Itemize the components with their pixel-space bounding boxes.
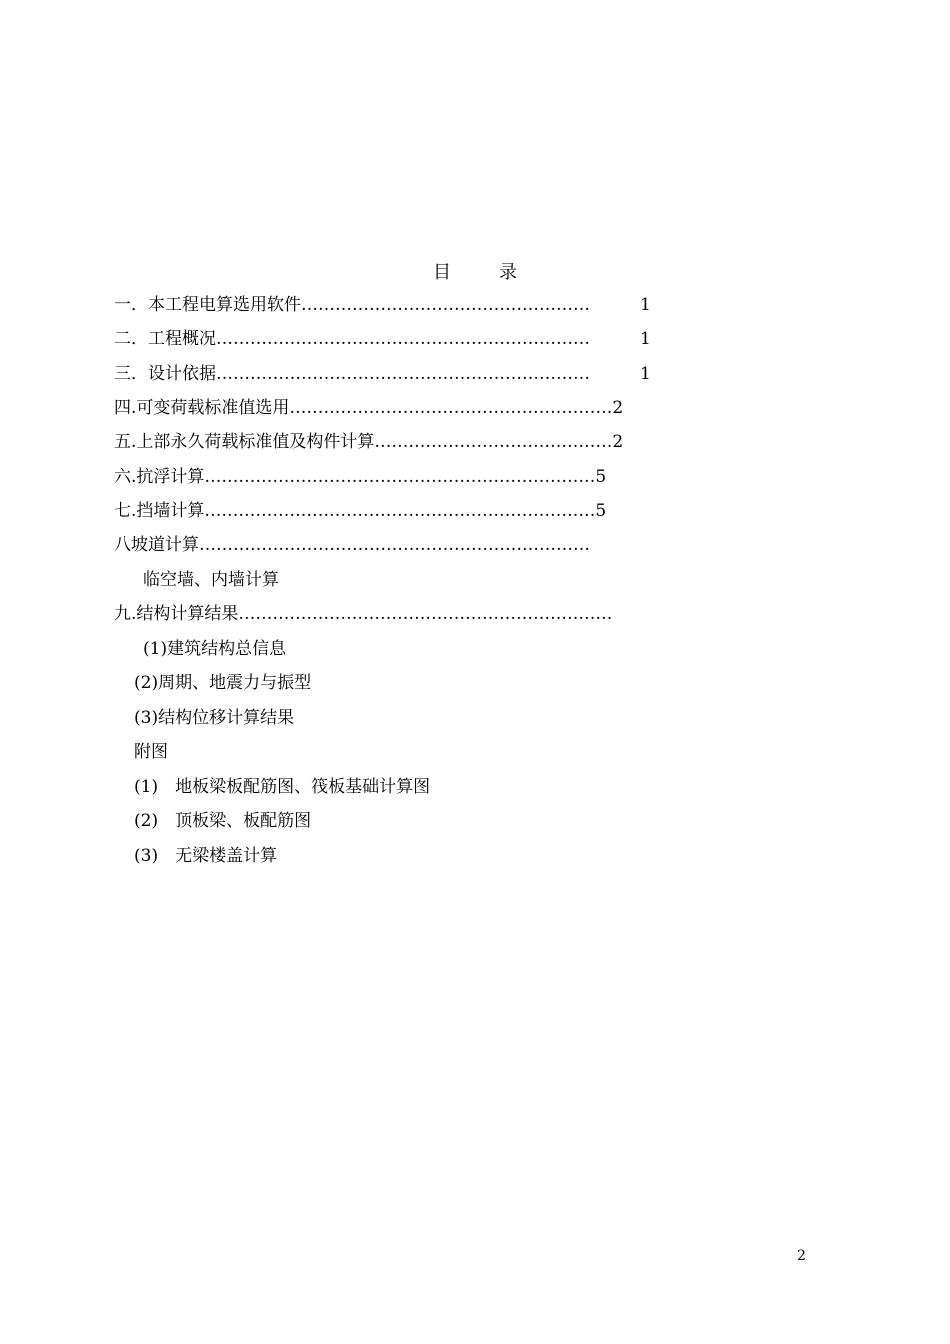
toc-entry-12: (2)周期、地震力与振型	[134, 673, 312, 693]
toc-entry-11: (1)建筑结构总信息	[143, 639, 287, 659]
toc-entry-10: 九.结构计算结果…………………………………………………………	[114, 604, 613, 624]
toc-entry-1-page: 1	[640, 295, 651, 315]
toc-title-right: 录	[499, 262, 517, 283]
toc-title-left: 目	[433, 262, 451, 283]
toc-entry-9: 临空墙、内墙计算	[143, 570, 279, 590]
toc-entry-6: 六.抗浮计算……………………………………………………………5	[114, 467, 607, 487]
toc-entry-13: (3)结构位移计算结果	[134, 708, 295, 728]
toc-entry-15: (1) 地板梁板配筋图、筏板基础计算图	[134, 777, 431, 797]
toc-entry-14: 附图	[134, 742, 168, 762]
toc-entry-7: 七.挡墙计算……………………………………………………………5	[114, 501, 607, 521]
toc-entry-8: 八坡道计算……………………………………………………………	[114, 535, 590, 555]
toc-entry-2: 二．工程概况…………………………………………………………	[114, 329, 590, 349]
toc-title	[0, 258, 950, 284]
toc-entry-16: (2) 顶板梁、板配筋图	[134, 811, 312, 831]
toc-entry-17: (3) 无梁楼盖计算	[134, 846, 278, 866]
toc-entry-1: 一．本工程电算选用软件……………………………………………	[114, 295, 590, 315]
toc-entry-3: 三．设计依据…………………………………………………………	[114, 364, 590, 384]
toc-entry-2-page: 1	[640, 329, 651, 349]
toc-entry-3-page: 1	[640, 364, 651, 384]
toc-entry-5: 五.上部永久荷载标准值及构件计算……………………………………2	[114, 432, 624, 452]
toc-entry-4: 四.可变荷载标准值选用…………………………………………………2	[114, 398, 624, 418]
page-number: 2	[797, 1248, 806, 1264]
